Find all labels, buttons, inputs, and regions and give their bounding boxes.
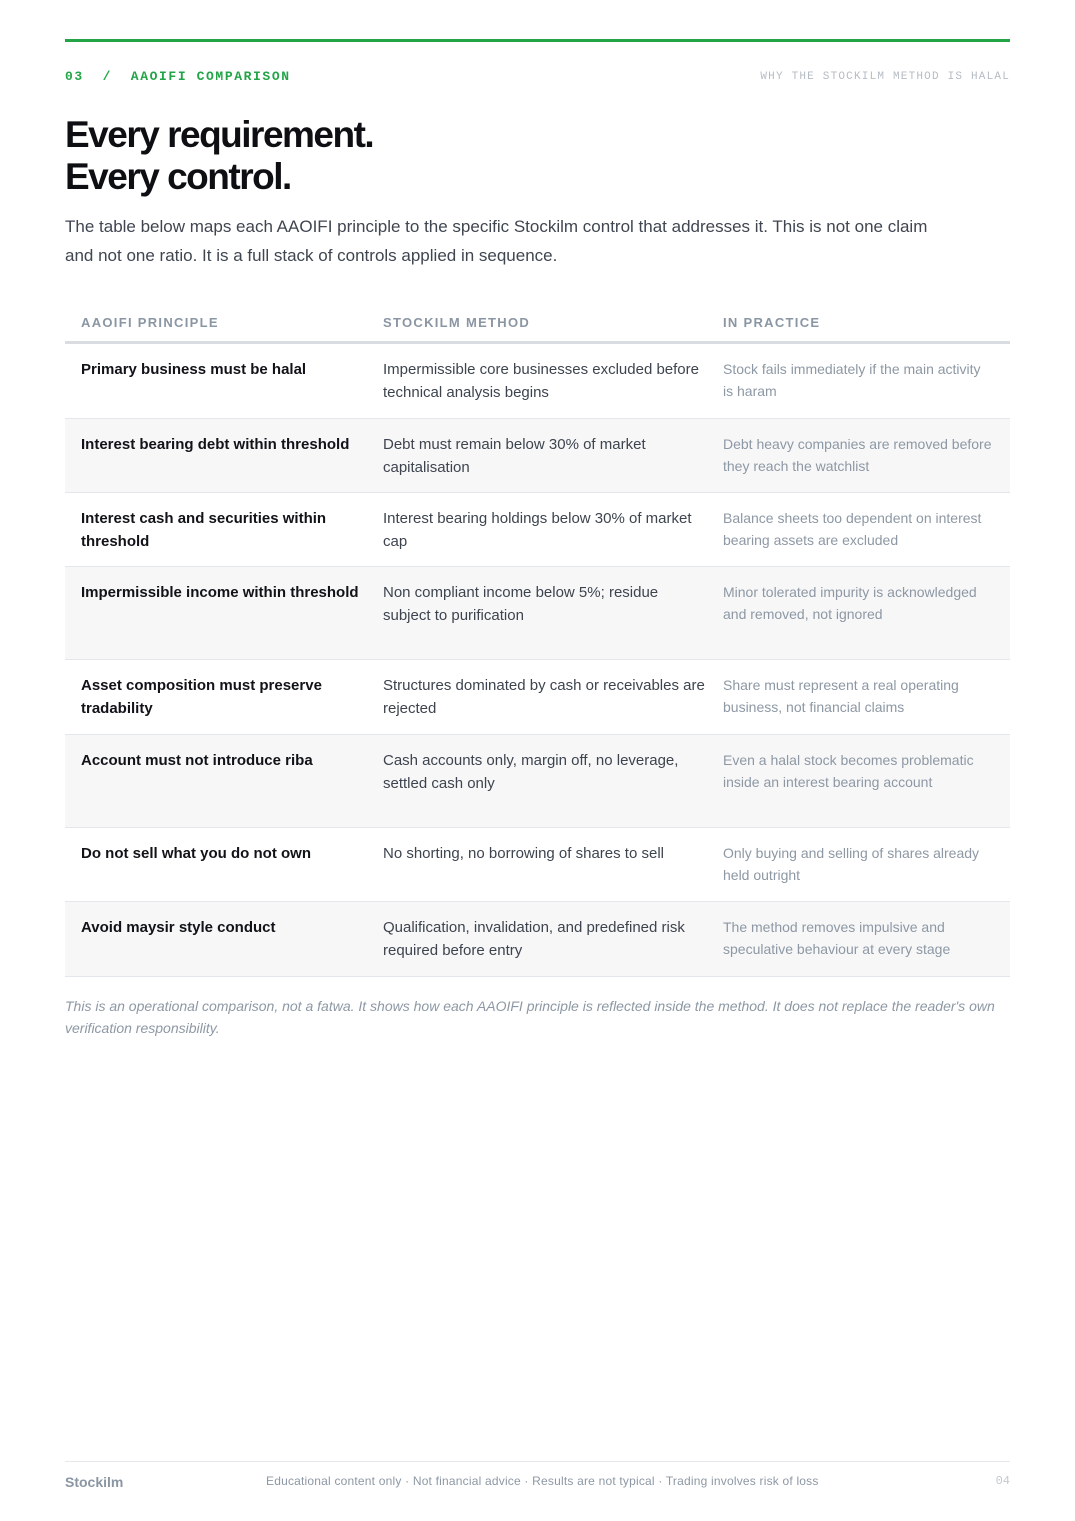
footer-divider: [65, 1461, 1010, 1462]
table-row: [65, 493, 1010, 567]
method-cell: Debt must remain below 30% of market capitalisation: [383, 436, 646, 476]
principle-cell: Do not sell what you do not own: [81, 845, 311, 862]
method-cell: Cash accounts only, margin off, no leverage, settled cash only: [383, 752, 679, 792]
method-cell: Impermissible core businesses excluded before technical analysis begins: [383, 361, 699, 401]
principle-cell: Asset composition must preserve tradability: [81, 677, 322, 717]
comparison-table: [65, 302, 1010, 977]
page-title: [65, 114, 373, 198]
principle-cell: Avoid maysir style conduct: [81, 919, 276, 936]
page-number: 04: [995, 1474, 1010, 1488]
principle-cell: Primary business must be halal: [81, 361, 307, 378]
method-cell: Non compliant income below 5%; residue subject to purification: [383, 584, 659, 624]
practice-cell: Share must represent a real operating business, not financial claims: [723, 677, 959, 715]
footer-brand: Stockilm: [65, 1474, 124, 1490]
principle-cell: Interest bearing debt within threshold: [81, 436, 350, 453]
footer-disclaimer: Educational content only · Not financial advice · Results are not typical · Trading involves risk of loss: [266, 1474, 819, 1488]
column-header-practice: IN PRACTICE: [723, 315, 821, 330]
principle-cell: Interest cash and securities within threshold: [81, 510, 327, 550]
disclaimer-note: This is an operational comparison, not a fatwa. It shows how each AAOIFI principle is reflected inside the method. It does not replace the reader's own verification responsibility.: [65, 998, 995, 1036]
practice-cell: The method removes impulsive and speculative behaviour at every stage: [723, 919, 951, 957]
practice-cell: Minor tolerated impurity is acknowledged and removed, not ignored: [723, 584, 977, 622]
practice-cell: Stock fails immediately if the main activity is haram: [723, 361, 981, 399]
page-title-line-1: Every requirement.: [65, 114, 374, 155]
page-title-line-2: Every control.: [65, 156, 291, 197]
practice-cell: Balance sheets too dependent on interest bearing assets are excluded: [723, 510, 982, 548]
method-cell: No shorting, no borrowing of shares to sell: [383, 845, 664, 862]
table-row: [65, 735, 1010, 828]
intro-paragraph: The table below maps each AAOIFI principle to the specific Stockilm control that addresses it. This is not one claim and not one ratio. It is a full stack of controls applied in sequence.: [65, 217, 928, 265]
practice-cell: Debt heavy companies are removed before they reach the watchlist: [723, 436, 992, 474]
method-cell: Structures dominated by cash or receivables are rejected: [383, 677, 705, 717]
principle-cell: Impermissible income within threshold: [81, 584, 359, 601]
table-row: [65, 344, 1010, 419]
table-row: [65, 828, 1010, 902]
table-row: [65, 567, 1010, 660]
top-accent-rule: [65, 39, 1010, 42]
practice-cell: Only buying and selling of shares already held outright: [723, 845, 980, 883]
section-label: 03 / AAOIFI COMPARISON: [65, 69, 291, 84]
table-row: [65, 419, 1010, 493]
column-header-method: STOCKILM METHOD: [383, 315, 531, 330]
practice-cell: Even a halal stock becomes problematic inside an interest bearing account: [723, 752, 974, 790]
column-header-principle: AAOIFI PRINCIPLE: [81, 315, 219, 330]
table-row: [65, 660, 1010, 735]
table-row: [65, 902, 1010, 977]
document-title: WHY THE STOCKILM METHOD IS HALAL: [760, 71, 1010, 83]
method-cell: Qualification, invalidation, and predefined risk required before entry: [383, 919, 685, 959]
principle-cell: Account must not introduce riba: [81, 752, 313, 769]
table-header: [65, 302, 1010, 344]
method-cell: Interest bearing holdings below 30% of market cap: [383, 510, 692, 550]
